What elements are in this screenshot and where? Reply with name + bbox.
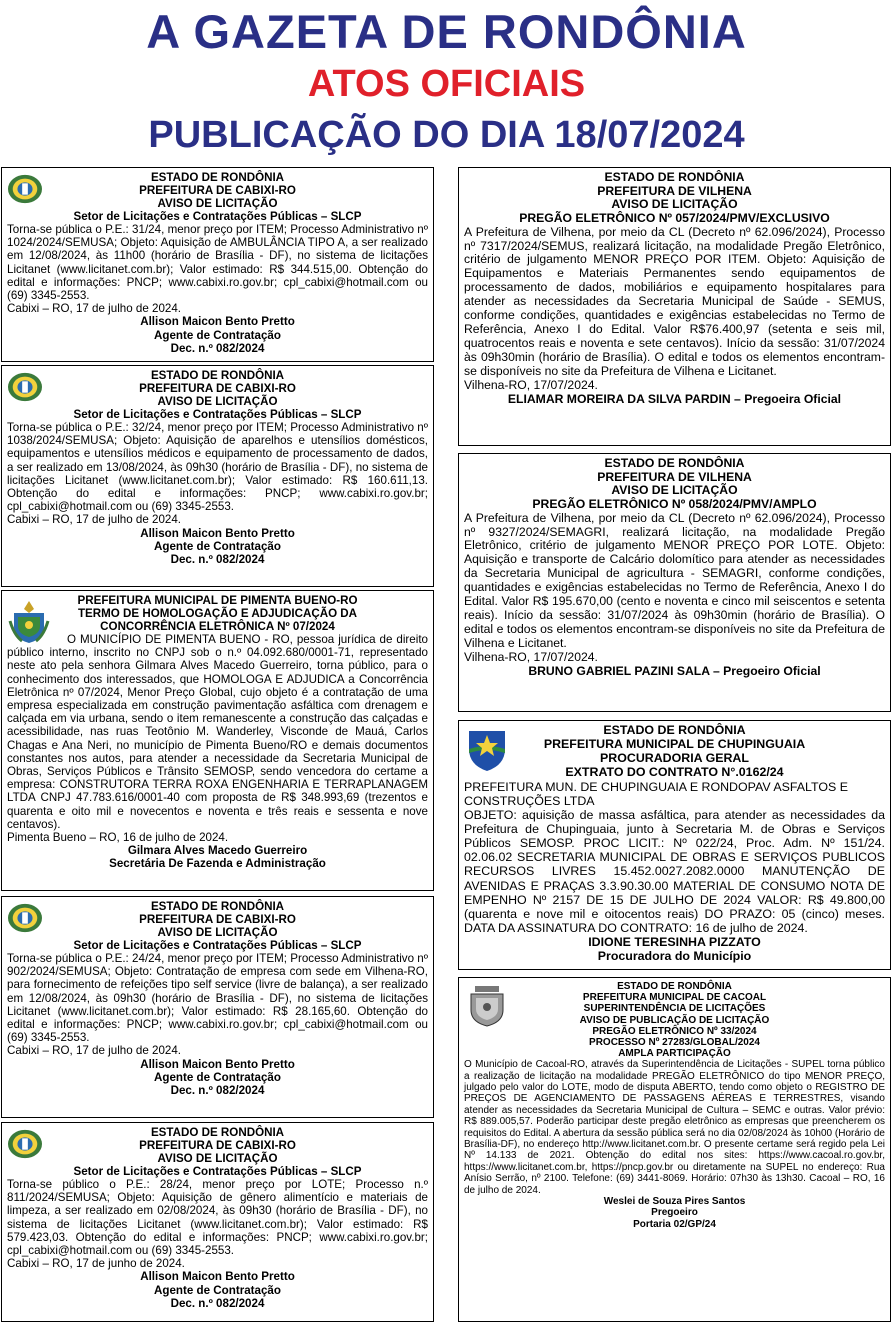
signatory-decree: Dec. n.º 082/2024 [170, 552, 265, 566]
notice-body: OBJETO: aquisição de massa asfáltica, para atender as necessidades da Prefeitura de Chupinguaia, junto à Secretaria M. de Obras e Serviços Públicos SEMOSP. PROC LICIT.: Nº 022/24, Proc. Adm. Nº 151/24. 02.06.02 SECRETARIA MUNICIPAL DE OBRAS E SERVIÇOS PUBLICOS RECURSOS LIVRES 15.452.0027.2082.0000 MANUTENÇÃO DE AVENIDAS E PRAÇAS 3.3.90.30.00 MATERIAL DE CONSUMO NOTA DE EMPENHO Nº 2157 DE 15 DE JULHO DE 2024 VALOR: R$ 49.800,00 (quarenta e nove mil e oitocentos reais) DO PRAZO: 05 (cinco) meses. DATA DA ASSINATURA DO CONTRATO: 16 de julho de 2024. [464, 807, 885, 935]
signatory-name: Allison Maicon Bento Pretto [140, 315, 295, 329]
place-date: Cabixi – RO, 17 de junho de 2024. [7, 1257, 185, 1271]
sector-heading: Setor de Licitações e Contratações Públicas – SLCP [73, 938, 362, 952]
notice-cabixi-2 [1, 365, 434, 587]
contract-parties: PREFEITURA MUN. DE CHUPINGUAIA E RONDOPAV ASFALTOS E CONSTRUÇÕES LTDA [464, 779, 848, 808]
cabixi-crest-icon [6, 370, 44, 404]
city-heading: PREFEITURA DE CABIXI-RO [139, 912, 296, 926]
place-date: Cabixi – RO, 17 de julho de 2024. [7, 302, 182, 316]
notice-cabixi-3 [1, 896, 434, 1118]
signatory-role: Secretária De Fazenda e Administração [109, 857, 326, 871]
newspaper-title: A GAZETA DE RONDÔNIA [146, 5, 747, 58]
notice-body: Torna-se pública o P.E.: 32/24, menor preço por ITEM; Processo Administrativo nº 1038/2024/SEMUSA; Objeto: Aquisição de aparelhos e utensílios domésticos, equipamentos e utensílios médicos e equipamento de processamento de dados, a ser realizado em 13/08/2024, às 09h30 (horário de Brasília - DF), no sistema de licitações Licitanet (www.licitanet.com.br); Valor estimado: R$ 160.611,13. Obtenção do edital e informações: PNCP; www.cabixi.ro.gov.br; cpl_cabixi@hotmail.com ou (69) 3345-2553. [7, 420, 428, 514]
notice-vilhena-057 [458, 167, 891, 446]
state-heading: ESTADO DE RONDÔNIA [150, 369, 285, 382]
cabixi-crest-icon [6, 1127, 44, 1161]
sector-heading: Setor de Licitações e Contratações Públicas – SLCP [73, 1164, 362, 1178]
notice-cabixi-1 [1, 167, 434, 362]
signatory-line: ELIAMAR MOREIRA DA SILVA PARDIN – Pregoeira Oficial [507, 391, 842, 406]
signatory-ordinance: Portaria 02/GP/24 [633, 1218, 716, 1230]
place-date: Vilhena-RO, 17/07/2024. [464, 649, 598, 664]
notice-type: AVISO DE LICITAÇÃO [157, 1151, 278, 1165]
state-heading: ESTADO DE RONDÔNIA [604, 170, 745, 184]
section-title: ATOS OFICIAIS [307, 63, 586, 105]
masthead [0, 0, 893, 165]
place-date: Cabixi – RO, 17 de julho de 2024. [7, 513, 182, 527]
pregao-heading: PREGÃO ELETRÔNICO Nº 057/2024/PMV/EXCLUSIVO [519, 210, 830, 225]
notice-pimenta-bueno [1, 590, 434, 891]
chupinguaia-crest-icon [465, 727, 509, 773]
city-heading: PREFEITURA DE CABIXI-RO [139, 381, 296, 395]
notice-vilhena-058 [458, 453, 891, 712]
cacoal-crest-icon [467, 984, 507, 1028]
notice-cabixi-4 [1, 1122, 434, 1322]
city-heading: PREFEITURA MUNICIPAL DE CHUPINGUAIA [543, 736, 806, 751]
process-heading: CONCORRÊNCIA ELETRÔNICA Nº 07/2024 [100, 619, 335, 633]
pregao-heading: PREGÃO ELETRÔNICO Nº 33/2024 [592, 1025, 757, 1037]
city-heading: PREFEITURA DE CABIXI-RO [139, 183, 296, 197]
state-heading: ESTADO DE RONDÔNIA [604, 456, 745, 470]
signatory-role: Agente de Contratação [154, 1283, 281, 1297]
signatory-decree: Dec. n.º 082/2024 [170, 1083, 265, 1097]
notice-type: AVISO DE LICITAÇÃO [611, 197, 738, 212]
pregao-heading: PREGÃO ELETRÔNICO Nº 058/2024/PMV/AMPLO [532, 496, 817, 511]
publication-date: PUBLICAÇÃO DO DIA 18/07/2024 [148, 114, 745, 156]
signatory-name: Weslei de Souza Pires Santos [603, 1196, 746, 1207]
notice-body: A Prefeitura de Vilhena, por meio da CL (Decreto nº 62.096/2024), Processo nº 7317/2024/SEMUS, realizará licitação, na modalidade Pregão Eletrônico, critério de julgamento MENOR PREÇO POR ITEM. Objeto: Aquisição de Equipamentos e Materiais Permanentes sendo equipamentos de processamento de dados, mobiliários e equipamento hospitalares para atender as necessidades da Secretaria Municipal de Saúde - SEMUS, conforme condições, quantidades e exigências estabelecidas no Termo de Referência, Anexo I do Edital. Valor R$76.400,97 (setenta e seis mil, quatrocentos reais e noventa e sete centavos). Início da sessão: 31/07/2024 às 09h30min (horário de Brasília). O edital e todos os elementos encontram-se disponíveis no site da Prefeitura de Vilhena e Licitanet. [464, 224, 885, 378]
term-heading: TERMO DE HOMOLOGAÇÃO E ADJUDICAÇÃO DA [77, 606, 358, 620]
signatory-name: Gilmara Alves Macedo Guerreiro [127, 844, 308, 858]
state-heading: ESTADO DE RONDÔNIA [150, 171, 285, 184]
notice-body: Torna-se pública o P.E.: 24/24, menor preço por ITEM; Processo Administrativo nº 902/2024/SEMUSA; Objeto: Contratação de empresa com sede em Vilhena-RO, para fornecimento de refeições tipo self service (livre de balança), a ser realizado em 12/08/2024, às 09h30 (horário de Brasília - DF), no sistema de licitações Licitanet (www.licitanet.com.br); Valor estimado: R$ 28.165,60. Obtenção do edital e informações: PNCP; www.cabixi.ro.gov.br; cpl_cabixi@hotmail.com ou (69) 3345-2553. [7, 951, 428, 1045]
contract-heading: EXTRATO DO CONTRATO N°.0162/24 [565, 764, 784, 779]
signatory-line: BRUNO GABRIEL PAZINI SALA – Pregoeiro Oficial [528, 663, 821, 678]
cabixi-crest-icon [6, 172, 44, 206]
notice-chupinguaia [458, 720, 891, 970]
city-heading: PREFEITURA DE VILHENA [597, 183, 752, 198]
notice-type: AVISO DE LICITAÇÃO [157, 925, 278, 939]
signatory-name: Allison Maicon Bento Pretto [140, 1270, 295, 1284]
department-heading: PROCURADORIA GERAL [600, 750, 749, 765]
signatory-role: Procuradora do Município [597, 949, 752, 964]
participation-heading: AMPLA PARTICIPAÇÃO [618, 1048, 731, 1060]
notice-type: AVISO DE LICITAÇÃO [157, 196, 278, 210]
signatory-name: Allison Maicon Bento Pretto [140, 1057, 295, 1071]
city-heading: PREFEITURA DE VILHENA [597, 469, 752, 484]
notice-cacoal [458, 977, 891, 1322]
pimenta-bueno-crest-icon [8, 599, 50, 645]
state-heading: ESTADO DE RONDÔNIA [150, 1126, 285, 1139]
signatory-decree: Dec. n.º 082/2024 [170, 341, 265, 355]
notice-type: AVISO DE LICITAÇÃO [611, 483, 738, 498]
notice-body: O MUNICÍPIO DE PIMENTA BUENO - RO, pessoa jurídica de direito público interno, inscrito no CNPJ sob o n.º 04.092.680/0001-71, representado neste ato pela senhora Gilmara Alves Macedo Guerreiro, torna público, para o conhecimento dos interessados, que HOMOLOGA E ADJUDICA a Concorrência Eletrônica nº 07/2024, Menor Preço Global, cujo objeto é a contratação de uma empresa especializada em construção pavimentação asfáltica com drenagem e calçada em via urbana, sendo o item remanescente a construção das calçadas e acessibilidade, nas ruas Teotônio M. Wanderley, Visconde de Mauá, Carlos Chagas e Ana Neri, no município de Pimenta Bueno/RO e demais documentos constantes nos autos, para atender a necessidade da Secretaria Municipal de Obras, Serviços Públicos e Trânsito SEMOSP, sendo vencedora do certame a empresa: CONSTRUTORA TERRA ROXA ENGENHARIA E TERRAPLANAGEM LTDA CNPJ 47.783.616/0001-40 com proposta de R$ 348.993,69 (trezentos e quarenta e oito mil e novecentos e noventa e três reais e sessenta e nove centavos). [7, 632, 428, 831]
signatory-name: IDIONE TERESINHA PIZZATO [588, 935, 761, 950]
process-heading: PROCESSO Nº 27283/GLOBAL/2024 [589, 1036, 760, 1048]
state-heading: ESTADO DE RONDÔNIA [603, 723, 746, 737]
notice-type: AVISO DE LICITAÇÃO [157, 394, 278, 408]
signatory-role: Agente de Contratação [154, 328, 281, 342]
city-heading: PREFEITURA MUNICIPAL DE PIMENTA BUENO-RO [77, 594, 358, 607]
signatory-role: Agente de Contratação [154, 1070, 281, 1084]
place-date: Vilhena-RO, 17/07/2024. [464, 377, 598, 392]
notice-type: AVISO DE PUBLICAÇÃO DE LICITAÇÃO [579, 1014, 770, 1026]
signatory-role: Pregoeiro [651, 1207, 698, 1219]
city-heading: PREFEITURA MUNICIPAL DE CACOAL [582, 992, 767, 1004]
state-heading: ESTADO DE RONDÔNIA [150, 900, 285, 913]
cabixi-crest-icon [6, 901, 44, 935]
signatory-name: Allison Maicon Bento Pretto [140, 526, 295, 540]
department-heading: SUPERINTENDÊNCIA DE LICITAÇÕES [583, 1003, 766, 1015]
signatory-decree: Dec. n.º 082/2024 [170, 1296, 265, 1310]
city-heading: PREFEITURA DE CABIXI-RO [139, 1138, 296, 1152]
sector-heading: Setor de Licitações e Contratações Públicas – SLCP [73, 209, 362, 223]
notice-body: Torna-se público o P.E.: 28/24, menor preço por LOTE; Processo n.º 811/2024/SEMUSA; Objeto: Aquisição de gênero alimentício e materiais de limpeza, a ser realizado em 02/08/2024, às 09h30 (horário de Brasília - DF), no sistema de licitações Licitanet (www.licitanet.com.br); Valor estimado: R$ 579.423,03. Obtenção do edital e informações: PNCP; www.cabixi.ro.gov.br; cpl_cabixi@hotmail.com ou (69) 3345-2553. [7, 1177, 428, 1257]
notice-body: A Prefeitura de Vilhena, por meio da CL (Decreto nº 62.096/2024), Processo nº 9327/2024/SEMAGRI, realizará licitação, na modalidade Pregão Eletrônico, critério de julgamento MENOR PREÇO POR LOTE. Objeto: Aquisição e transporte de Calcário dolomítico para atender as necessidades da Secretaria Municipal de agricultura - SEMAGRI, conforme condições, quantidades e exigências estabelecidas no Termo de Referência, Anexo I do Edital. Valor R$ 195.670,00 (cento e noventa e cinco mil seiscentos e setenta reais). Início da sessão: 31/07/2024 às 09h30min (horário de Brasília). O edital e todos os elementos encontram-se disponíveis no site da Prefeitura de Vilhena e Licitanet. [464, 510, 885, 650]
state-heading: ESTADO DE RONDÔNIA [617, 981, 732, 992]
sector-heading: Setor de Licitações e Contratações Públicas – SLCP [73, 407, 362, 421]
place-date: Pimenta Bueno – RO, 16 de julho de 2024. [7, 831, 229, 844]
place-date: Cabixi – RO, 17 de julho de 2024. [7, 1044, 182, 1058]
notice-body: Torna-se pública o P.E.: 31/24, menor preço por ITEM; Processo Administrativo nº 1024/2024/SEMUSA; Objeto: Aquisição de AMBULÂNCIA TIPO A, a ser realizado em 12/08/2024, às 11h00 (horário de Brasília - DF), no sistema de licitações Licitanet (www.licitanet.com.br); Valor estimado: R$ 344.515,00. Obtenção do edital e informações: PNCP; www.cabixi.ro.gov.br; cpl_cabixi@hotmail.com ou (69) 3345-2553. [7, 222, 428, 302]
notice-body: O Município de Cacoal-RO, através da Superintendência de Licitações - SUPEL torna público a realização de licitação na modalidade PREGÃO ELETRÔNICO do tipo MENOR PREÇO, julgado pelo valor do LOTE, modo de disputa ABERTO, tendo como objeto o REGISTRO DE PREÇOS DE AGENCIAMENTO DE PASSAGENS AÉREAS E TERRESTRES, visando atender as necessidades da Secretaria Municipal de Cultura – SEMC e outras. Valor prévio: R$ 889.005,57. Poderão participar deste pregão eletrônico as empresas que preencherem os requisitos do Edital. A abertura da sessão pública será no dia 02/08/2024 às 10h00 (Horário de Brasília-DF), no endereço http://www.licitanet.com.br. O presente certame será regido pela Lei Nº 14.133 de 2021. Obtenção do edital nos sites: https://www.cacoal.ro.gov.br, https://www.licitanet.com.br, https://pncp.gov.br ou diretamente na SUPEL no endereço: Rua Anísio Serrão, nº 2100. Telefone: (69) 3441-8069. Horário: 07h30 às 13h30. Cacoal – RO, 16 de julho de 2024. [464, 1059, 885, 1196]
signatory-role: Agente de Contratação [154, 539, 281, 553]
